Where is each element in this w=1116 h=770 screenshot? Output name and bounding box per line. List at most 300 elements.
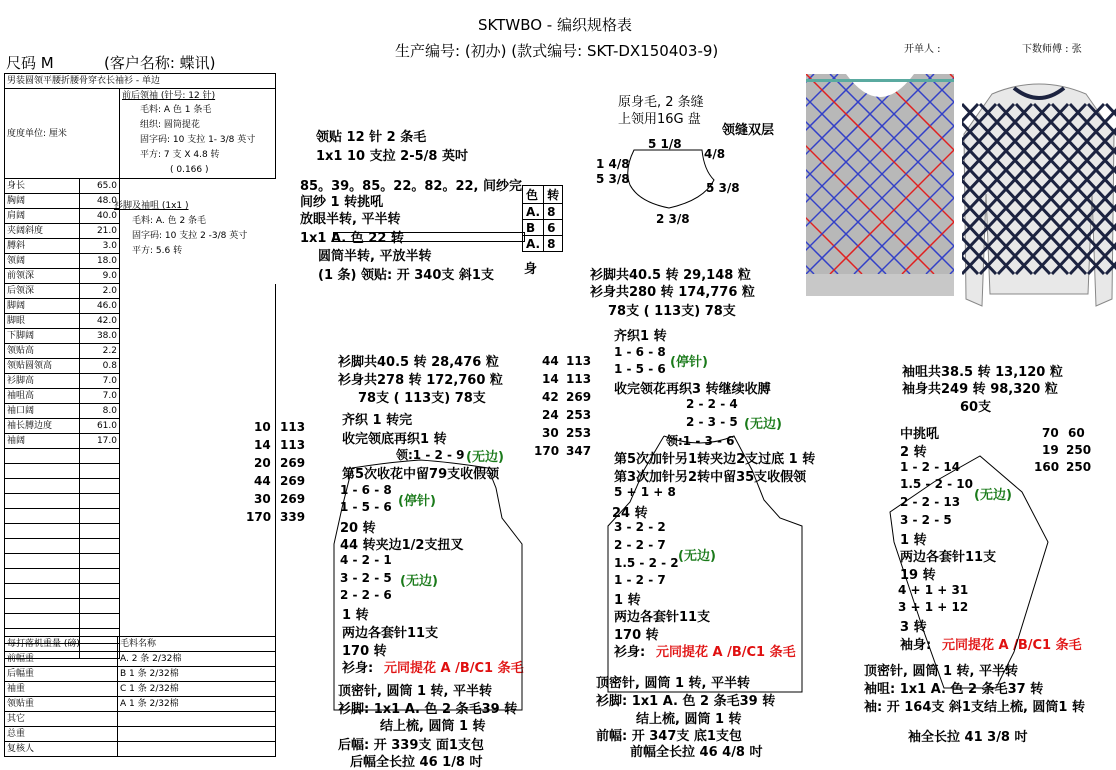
master-label: 下数师傅 : 张 xyxy=(1022,44,1082,55)
empty-cell xyxy=(80,539,120,554)
front-line-13-note: (无边) xyxy=(678,549,716,564)
front-line-5: 2 - 2 - 4 xyxy=(686,397,738,411)
back-num-right-b: 347 xyxy=(566,444,592,458)
empty-cell xyxy=(5,554,80,569)
front-line-16: 1 转 xyxy=(614,593,641,608)
sleeve-line-9: 3 - 2 - 5 xyxy=(900,513,952,527)
empty-cell xyxy=(80,554,120,569)
spec-empty-row xyxy=(5,614,276,629)
empty-cell xyxy=(80,479,120,494)
back-num-left-a: 20 xyxy=(254,456,271,470)
empty-cell xyxy=(80,509,120,524)
spec-row xyxy=(5,299,276,314)
weight-yarn xyxy=(118,727,276,742)
empty-cell xyxy=(5,599,80,614)
spec-name: 下脚阔 xyxy=(5,329,80,344)
spec-row xyxy=(5,344,276,359)
color-head-r: 转 xyxy=(544,186,563,204)
back-num-left-b: 113 xyxy=(280,438,306,452)
spec-row xyxy=(5,434,276,449)
weight-name: 后幅重 xyxy=(5,667,118,682)
back-num-left-a: 170 xyxy=(246,510,272,524)
color-row xyxy=(523,204,563,220)
empty-cell xyxy=(120,494,276,509)
front-line-3: 1 - 5 - 6 xyxy=(614,362,666,376)
weight-name: 袖重 xyxy=(5,682,118,697)
unit-row: 度度单位: 厘米 xyxy=(5,89,120,179)
empty-cell xyxy=(120,584,276,599)
empty-cell xyxy=(5,509,80,524)
collar-bar xyxy=(333,232,525,242)
sweater-image xyxy=(962,74,1116,314)
front-total-3: 78支 ( 113支) 78支 xyxy=(608,304,736,319)
spec-name: 夹阔斜度 xyxy=(5,224,80,239)
back-num-left-a: 44 xyxy=(254,474,271,488)
weight-yarn: A. 2 条 2/32棉 xyxy=(118,652,276,667)
back-num-left-b: 269 xyxy=(280,456,306,470)
back-line-8: 1 - 6 - 8 xyxy=(340,483,392,497)
spec-value: 9.0 xyxy=(80,269,120,284)
collar-line-5: 放眼半转, 平半转 xyxy=(300,212,401,227)
neck-dim-6: 2 3/8 xyxy=(656,212,690,226)
back-num-right-a: 30 xyxy=(542,426,559,440)
front-line-13: 2 - 2 - 7 xyxy=(614,538,666,552)
sleeve-line-4: 中挑吼 xyxy=(900,427,940,442)
color-row xyxy=(523,236,563,252)
spec-value: 42.0 xyxy=(80,314,120,329)
spec-value: 21.0 xyxy=(80,224,120,239)
neck-note-1: 原身毛, 2 条缝 xyxy=(618,95,704,110)
spec-value: 2.2 xyxy=(80,344,120,359)
front-line-19-yarn: 元同提花 A /B/C1 条毛 xyxy=(656,645,796,660)
creator-label: 开单人 : xyxy=(904,44,941,55)
back-line-15: 1 转 xyxy=(342,608,369,623)
neck-note-2: 上领用16G 盘 xyxy=(618,112,701,127)
neck-note-3: 领缝双层 xyxy=(722,123,775,138)
sleeve-outline xyxy=(884,452,1064,692)
color-turns: 8 xyxy=(544,236,563,252)
neck-dim-3: 5 3/8 xyxy=(596,172,630,186)
spec-row xyxy=(5,359,276,374)
sleeve-line-1: 袖咀共38.5 转 13,120 粒 xyxy=(902,365,1063,380)
spec-row xyxy=(5,389,276,404)
spec-empty-row xyxy=(5,494,276,509)
sleeve-line-14: 3 + 1 + 12 xyxy=(898,600,969,614)
empty-cell xyxy=(5,449,80,464)
customer-name: (客户名称: 蝶讯) xyxy=(104,54,216,72)
spec-value: 61.0 xyxy=(80,419,120,434)
back-line-1: 衫脚共40.5 转 28,476 粒 xyxy=(338,355,499,370)
sleeve-num-3b: 250 xyxy=(1066,460,1092,474)
empty-cell xyxy=(5,584,80,599)
empty-cell xyxy=(120,614,276,629)
empty-cell xyxy=(5,569,80,584)
info2-head: 衫脚及袖咀 (1x1 ) xyxy=(114,201,189,211)
sleeve-line-13: 4 + 1 + 31 xyxy=(898,583,969,597)
spec-empty-row xyxy=(5,509,276,524)
info2-line: 固字码: 10 支拉 2 -3/8 英寸 xyxy=(132,231,248,241)
spec-blank xyxy=(120,299,276,314)
empty-cell xyxy=(120,524,276,539)
collar-line-6: 1x1 A. 色 22 转 xyxy=(300,231,404,246)
weight-row xyxy=(5,667,276,682)
color-code: A. xyxy=(523,236,544,252)
back-line-6: 领:1 - 2 - 9 xyxy=(396,448,465,462)
collar-line-4: 间纱 1 转挑吼 xyxy=(300,195,384,210)
front-line-9: 第3次加针另2转中留35支收假领 xyxy=(614,470,807,485)
empty-cell xyxy=(120,569,276,584)
back-line-13-note: (无边) xyxy=(400,574,438,589)
info-cell-1 xyxy=(120,89,276,179)
back-line-20: 衫脚: 1x1 A. 色 2 条毛39 转 xyxy=(338,702,518,717)
back-line-18-yarn: 元同提花 A /B/C1 条毛 xyxy=(384,661,524,676)
weight-name: 总重 xyxy=(5,727,118,742)
empty-cell xyxy=(5,614,80,629)
color-table xyxy=(522,185,563,252)
spec-name: 袖长膊边度 xyxy=(5,419,80,434)
info2-line: 平方: 5.6 转 xyxy=(132,246,183,256)
spec-blank xyxy=(120,359,276,374)
back-line-14: 2 - 2 - 6 xyxy=(340,588,392,602)
sleeve-num-2a: 19 xyxy=(1042,443,1059,457)
info1-line: 平方: 7 支 X 4.8 转 xyxy=(140,150,220,160)
back-num-right-a: 14 xyxy=(542,372,559,386)
back-line-4: 齐织 1 转完 xyxy=(342,413,413,428)
back-line-13: 3 - 2 - 5 xyxy=(340,571,392,585)
spec-name: 脚阔 xyxy=(5,299,80,314)
sleeve-line-6: 1 - 2 - 14 xyxy=(900,460,961,474)
back-line-6-note: (无边) xyxy=(466,450,504,465)
weight-row xyxy=(5,712,276,727)
empty-cell xyxy=(120,539,276,554)
back-num-left-a: 14 xyxy=(254,438,271,452)
sleeve-num-1b: 60 xyxy=(1068,426,1085,440)
back-num-right-a: 24 xyxy=(542,408,559,422)
sleeve-line-10: 1 转 xyxy=(900,533,927,548)
weight-row xyxy=(5,652,276,667)
front-line-1: 齐织1 转 xyxy=(614,329,667,344)
weight-name: 前幅重 xyxy=(5,652,118,667)
spec-name: 袖口阔 xyxy=(5,404,80,419)
info2-line: 毛料: A. 色 2 条毛 xyxy=(132,216,207,226)
back-num-right-b: 253 xyxy=(566,426,592,440)
sleeve-num-1a: 70 xyxy=(1042,426,1059,440)
back-num-left-a: 30 xyxy=(254,492,271,506)
spec-blank xyxy=(120,389,276,404)
empty-cell xyxy=(80,569,120,584)
empty-cell xyxy=(80,464,120,479)
weight-yarn: A 1 条 2/32棉 xyxy=(118,697,276,712)
neck-dim-5: 5 3/8 xyxy=(706,181,740,195)
back-line-2: 衫身共278 转 172,760 粒 xyxy=(338,373,503,388)
spec-row xyxy=(5,374,276,389)
front-line-10: 5 + 1 + 8 xyxy=(614,485,676,499)
spec-empty-row xyxy=(5,479,276,494)
sleeve-line-16: 袖身: xyxy=(900,638,932,653)
spec-name: 袖咀高 xyxy=(5,389,80,404)
front-line-2-note: (停针) xyxy=(670,355,708,370)
back-line-16: 两边各套针11支 xyxy=(342,626,439,641)
weight-name: 领贴重 xyxy=(5,697,118,712)
back-line-17: 170 转 xyxy=(342,644,387,659)
color-code: A. xyxy=(523,204,544,220)
spec-row xyxy=(5,329,276,344)
front-line-14: 1.5 - 2 - 2 xyxy=(614,556,679,570)
front-line-12: 3 - 2 - 2 xyxy=(614,520,666,534)
collar-line-7: 圆筒半转, 平放半转 xyxy=(318,249,432,264)
spec-name: 胸阔 xyxy=(5,194,80,209)
spec-name: 脚眼 xyxy=(5,314,80,329)
back-num-left-b: 269 xyxy=(280,474,306,488)
sleeve-num-3a: 160 xyxy=(1034,460,1060,474)
empty-cell xyxy=(120,599,276,614)
front-total-2: 衫身共280 转 174,776 粒 xyxy=(590,285,755,300)
color-code: B xyxy=(523,220,544,236)
spec-blank xyxy=(120,404,276,419)
info1-line: 固字码: 10 支拉 1- 3/8 英寸 xyxy=(140,135,256,145)
spec-value: 65.0 xyxy=(80,179,120,194)
spec-blank xyxy=(120,374,276,389)
front-line-21: 衫脚: 1x1 A. 色 2 条毛39 转 xyxy=(596,694,776,709)
front-line-24: 前幅全长拉 46 4/8 吋 xyxy=(630,745,763,760)
spec-name: 后领深 xyxy=(5,284,80,299)
info2-lines xyxy=(114,214,247,259)
spec-name: 领贴高 xyxy=(5,344,80,359)
spec-value: 40.0 xyxy=(80,209,120,224)
empty-cell xyxy=(5,539,80,554)
page-title: SKTWBO - 编织规格表 xyxy=(478,16,632,34)
color-head-l: 色 xyxy=(523,186,544,204)
production-number: 生产编号: (初办) (款式编号: SKT-DX150403-9) xyxy=(395,42,719,60)
sleeve-line-7: 1.5 - 2 - 10 xyxy=(900,477,973,491)
spec-value: 46.0 xyxy=(80,299,120,314)
spec-blank xyxy=(120,329,276,344)
empty-cell xyxy=(80,599,120,614)
spec-name: 袖阔 xyxy=(5,434,80,449)
sleeve-line-3: 60支 xyxy=(960,400,992,415)
back-num-right-b: 253 xyxy=(566,408,592,422)
sleeve-line-8: 2 - 2 - 13 xyxy=(900,495,961,509)
back-line-10: 20 转 xyxy=(340,521,376,536)
info2-block xyxy=(114,199,247,259)
spec-empty-row xyxy=(5,584,276,599)
spec-name: 领阔 xyxy=(5,254,80,269)
back-num-left-b: 339 xyxy=(280,510,306,524)
info1-line: 毛料: A 色 1 条毛 xyxy=(140,105,212,115)
weight-row xyxy=(5,727,276,742)
front-line-19: 衫身: xyxy=(614,645,646,660)
spec-value: 2.0 xyxy=(80,284,120,299)
back-num-right-a: 170 xyxy=(534,444,560,458)
sleeve-line-12: 19 转 xyxy=(900,568,936,583)
spec-empty-row xyxy=(5,554,276,569)
info1-head: 前后领袖 (针号: 12 针) xyxy=(122,91,216,101)
back-line-9-note: (停针) xyxy=(398,494,436,509)
empty-cell xyxy=(80,494,120,509)
sleeve-line-7-note: (无边) xyxy=(974,488,1012,503)
back-num-right-a: 44 xyxy=(542,354,559,368)
weight-head-right: 毛料名称 xyxy=(118,637,276,652)
front-line-7: 领:1 - 3 - 6 xyxy=(666,434,735,448)
front-line-15: 1 - 2 - 7 xyxy=(614,573,666,587)
back-num-right-b: 113 xyxy=(566,354,592,368)
desc-row: 男装圆领平腰折腰骨穿衣长袖衫 - 单边 xyxy=(5,74,276,89)
spec-empty-row xyxy=(5,524,276,539)
color-turns: 8 xyxy=(544,204,563,220)
spec-empty-row xyxy=(5,449,276,464)
front-line-11: 24 转 xyxy=(612,506,648,521)
empty-cell xyxy=(5,479,80,494)
front-line-6: 2 - 3 - 5 xyxy=(686,415,738,429)
color-row xyxy=(523,220,563,236)
front-line-4: 收完领花再织3 转继续收膊 xyxy=(614,382,771,397)
flat-body-swatch xyxy=(806,74,954,296)
color-turns: 6 xyxy=(544,220,563,236)
front-line-8: 第5次加针另1转夹边2支过底 1 转 xyxy=(614,452,816,467)
back-line-22: 后幅: 开 339支 面1支包 xyxy=(338,738,484,753)
empty-cell xyxy=(80,584,120,599)
back-line-5: 收完领底再织1 转 xyxy=(342,432,447,447)
empty-cell xyxy=(120,479,276,494)
spec-row xyxy=(5,284,276,299)
spec-row xyxy=(5,314,276,329)
empty-cell xyxy=(5,494,80,509)
spec-row xyxy=(5,179,276,194)
spec-blank xyxy=(120,314,276,329)
back-line-12: 4 - 2 - 1 xyxy=(340,553,392,567)
back-num-left-b: 113 xyxy=(280,420,306,434)
weight-row xyxy=(5,682,276,697)
back-num-right-b: 113 xyxy=(566,372,592,386)
color-foot: 身 xyxy=(524,262,538,277)
collar-line-1: 领贴 12 针 2 条毛 xyxy=(316,130,427,145)
spec-value: 18.0 xyxy=(80,254,120,269)
neck-dim-1: 5 1/8 xyxy=(648,137,682,151)
front-line-22: 结上梳, 圆筒 1 转 xyxy=(636,712,742,727)
spec-value: 7.0 xyxy=(80,374,120,389)
sleeve-line-16-yarn: 元同提花 A /B/C1 条毛 xyxy=(942,638,1082,653)
back-line-11: 44 转夹边1/2支扭叉 xyxy=(340,538,464,553)
spec-name: 前领深 xyxy=(5,269,80,284)
empty-cell xyxy=(120,554,276,569)
back-num-left-b: 269 xyxy=(280,492,306,506)
front-line-6-note: (无边) xyxy=(744,417,782,432)
back-line-23: 后幅全长拉 46 1/8 吋 xyxy=(350,755,483,770)
empty-cell xyxy=(80,449,120,464)
empty-cell xyxy=(80,524,120,539)
spec-row xyxy=(5,419,276,434)
collar-line-3: 85。39。85。22。82。22, 间纱完 xyxy=(300,179,523,194)
spec-blank xyxy=(120,284,276,299)
weight-row xyxy=(5,697,276,712)
front-line-18: 170 转 xyxy=(614,628,659,643)
spec-value: 7.0 xyxy=(80,389,120,404)
weight-name: 复核人 xyxy=(5,742,118,757)
spec-name: 膊斜 xyxy=(5,239,80,254)
back-num-right-a: 42 xyxy=(542,390,559,404)
back-line-7: 第5次收花中留79支收假领 xyxy=(342,467,500,482)
sleeve-line-15: 3 转 xyxy=(900,620,927,635)
weight-row xyxy=(5,742,276,757)
front-line-17: 两边各套针11支 xyxy=(614,610,711,625)
sleeve-line-20: 袖全长拉 41 3/8 吋 xyxy=(908,730,1028,745)
empty-cell xyxy=(80,614,120,629)
back-num-right-b: 269 xyxy=(566,390,592,404)
weight-yarn xyxy=(118,742,276,757)
front-line-20: 顶密针, 圆筒 1 转, 平半转 xyxy=(596,676,751,691)
collar-line-8: (1 条) 领贴: 开 340支 斜1支 xyxy=(318,268,494,283)
weight-yarn: B 1 条 2/32棉 xyxy=(118,667,276,682)
spec-table xyxy=(4,73,276,659)
spec-value: 0.8 xyxy=(80,359,120,374)
spec-name: 领贴圆领高 xyxy=(5,359,80,374)
empty-cell xyxy=(120,449,276,464)
neck-dim-4: 4/8 xyxy=(704,147,726,161)
sleeve-num-2b: 250 xyxy=(1066,443,1092,457)
sleeve-line-18: 袖咀: 1x1 A. 色 2 条毛37 转 xyxy=(864,682,1044,697)
weight-yarn xyxy=(118,712,276,727)
spec-name: 身长 xyxy=(5,179,80,194)
back-num-left-a: 10 xyxy=(254,420,271,434)
spec-row xyxy=(5,404,276,419)
back-panel-outline xyxy=(330,448,530,713)
back-line-3: 78支 ( 113支) 78支 xyxy=(358,391,486,406)
sleeve-line-5: 2 转 xyxy=(900,445,927,460)
spec-blank xyxy=(120,344,276,359)
spec-value: 17.0 xyxy=(80,434,120,449)
spec-value: 8.0 xyxy=(80,404,120,419)
back-line-9: 1 - 5 - 6 xyxy=(340,500,392,514)
back-line-19: 顶密针, 圆筒 1 转, 平半转 xyxy=(338,684,493,699)
front-panel-outline xyxy=(604,430,808,695)
weight-head-left: 每打落机重量 (磅) xyxy=(5,637,118,652)
spec-empty-row xyxy=(5,599,276,614)
front-line-23: 前幅: 开 347支 底1支包 xyxy=(596,729,742,744)
info1-line: 组织: 圆筒提花 xyxy=(140,120,200,130)
spec-empty-row xyxy=(5,539,276,554)
info1-line: ( 0.166 ) xyxy=(170,165,209,175)
spec-blank xyxy=(120,419,276,434)
neck-dim-2: 1 4/8 xyxy=(596,157,630,171)
spec-empty-row xyxy=(5,464,276,479)
spec-value: 3.0 xyxy=(80,239,120,254)
sleeve-line-19: 袖: 开 164支 斜1支结上梳, 圆筒1 转 xyxy=(864,700,1085,715)
empty-cell xyxy=(5,464,80,479)
back-line-18: 衫身: xyxy=(342,661,374,676)
collar-line-2: 1x1 10 支拉 2-5/8 英吋 xyxy=(316,149,468,164)
spec-value: 38.0 xyxy=(80,329,120,344)
front-total-1: 衫脚共40.5 转 29,148 粒 xyxy=(590,268,751,283)
weight-name: 其它 xyxy=(5,712,118,727)
spec-name: 衫脚高 xyxy=(5,374,80,389)
empty-cell xyxy=(120,464,276,479)
sleeve-line-17: 顶密针, 圆筒 1 转, 平半转 xyxy=(864,664,1019,679)
size-label: 尺码 M xyxy=(6,54,54,72)
weight-table xyxy=(4,636,276,757)
spec-name: 肩阔 xyxy=(5,209,80,224)
back-line-21: 结上梳, 圆筒 1 转 xyxy=(380,719,486,734)
spec-value: 48.0 xyxy=(80,194,120,209)
sleeve-line-2: 袖身共249 转 98,320 粒 xyxy=(902,382,1058,397)
sleeve-line-11: 两边各套针11支 xyxy=(900,550,997,565)
empty-cell xyxy=(5,524,80,539)
spec-blank xyxy=(120,434,276,449)
spec-row xyxy=(5,269,276,284)
weight-yarn: C 1 条 2/32棉 xyxy=(118,682,276,697)
front-line-2: 1 - 6 - 8 xyxy=(614,345,666,359)
info1-lines xyxy=(122,103,273,178)
spec-empty-row xyxy=(5,569,276,584)
